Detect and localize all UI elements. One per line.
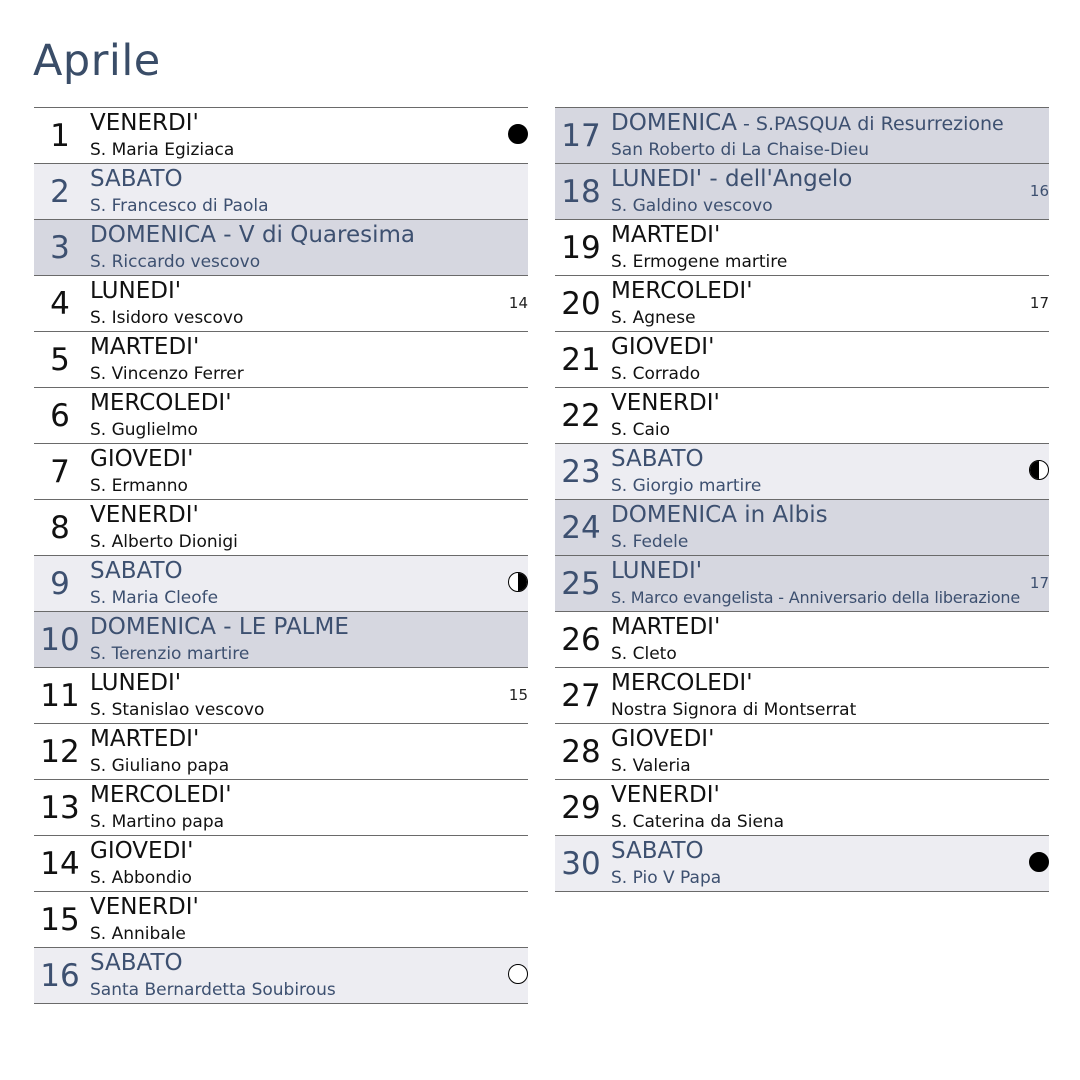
saint-name: S. Abbondio <box>90 868 192 888</box>
day-name <box>90 781 232 809</box>
full-moon-icon <box>1029 852 1049 872</box>
day-name <box>611 501 828 529</box>
day-row <box>34 500 528 556</box>
day-name-text: SABATO <box>90 558 183 584</box>
day-row <box>555 164 1049 220</box>
day-row <box>34 780 528 836</box>
day-number: 4 <box>50 286 70 322</box>
day-row <box>34 388 528 444</box>
day-name-text: SABATO <box>90 950 183 976</box>
day-name-text: LUNEDI' <box>90 670 182 696</box>
day-number: 10 <box>40 622 80 658</box>
saint-name: S. Maria Egiziaca <box>90 140 235 160</box>
day-number: 28 <box>561 734 601 770</box>
day-name-text: LUNEDI' <box>90 278 182 304</box>
week-number: 15 <box>508 686 528 704</box>
day-number: 19 <box>561 230 601 266</box>
saint-name: S. Terenzio martire <box>90 644 250 664</box>
day-name-text: MARTEDI' <box>611 222 721 248</box>
day-name <box>90 837 193 865</box>
day-name <box>90 165 183 193</box>
saint-name: S. Maria Cleofe <box>90 588 219 608</box>
day-number: 5 <box>50 342 70 378</box>
day-name <box>90 669 181 697</box>
day-name <box>90 949 183 977</box>
full-moon-icon <box>508 124 528 144</box>
day-number: 3 <box>50 230 70 266</box>
day-name-text: MERCOLEDI' <box>90 782 232 808</box>
day-number: 30 <box>561 846 601 882</box>
last-moon-icon <box>1029 460 1049 480</box>
saint-name: Santa Bernardetta Soubirous <box>90 980 336 1000</box>
day-row <box>34 332 528 388</box>
day-name <box>90 333 199 361</box>
saint-name: S. Agnese <box>611 308 696 328</box>
day-row <box>555 444 1049 500</box>
day-name <box>90 109 199 137</box>
day-name <box>611 333 714 361</box>
day-number: 27 <box>561 678 601 714</box>
day-number: 16 <box>40 958 80 994</box>
day-number: 20 <box>561 286 601 322</box>
day-number: 22 <box>561 398 601 434</box>
saint-name: S. Stanislao vescovo <box>90 700 265 720</box>
day-number: 6 <box>50 398 70 434</box>
saint-name: S. Caterina da Siena <box>611 812 785 832</box>
day-number: 26 <box>561 622 601 658</box>
day-number: 1 <box>50 118 70 154</box>
day-row <box>555 836 1049 892</box>
day-name <box>611 781 720 809</box>
saint-name: S. Isidoro vescovo <box>90 308 244 328</box>
day-row <box>555 500 1049 556</box>
day-name-text: DOMENICA - V di Quaresima <box>90 222 415 248</box>
week-number: 17 <box>1029 294 1049 312</box>
new-moon-icon <box>508 964 528 984</box>
day-name-text: VENERDI' <box>90 502 199 528</box>
saint-name: S. Ermanno <box>90 476 188 496</box>
day-name-text: GIOVEDI' <box>90 446 194 472</box>
day-number: 12 <box>40 734 80 770</box>
saint-name: S. Fedele <box>611 532 689 552</box>
saint-name: S. Annibale <box>90 924 186 944</box>
day-name-text: MARTEDI' <box>90 334 200 360</box>
day-name <box>611 613 720 641</box>
day-name <box>90 445 193 473</box>
saint-name: S. Caio <box>611 420 671 440</box>
first-moon-icon <box>508 572 528 592</box>
day-name-text: VENERDI' <box>90 110 199 136</box>
day-name <box>611 725 714 753</box>
day-row <box>555 780 1049 836</box>
day-number: 15 <box>40 902 80 938</box>
saint-name: S. Guglielmo <box>90 420 198 440</box>
saint-name: S. Corrado <box>611 364 701 384</box>
day-name-text: LUNEDI' - dell'Angelo <box>611 166 853 192</box>
day-name-suffix: - S.PASQUA di Resurrezione <box>736 113 1004 135</box>
day-name-text: DOMENICA - LE PALME <box>90 614 349 640</box>
day-row <box>555 332 1049 388</box>
day-row <box>555 220 1049 276</box>
day-row <box>555 668 1049 724</box>
day-name-text: VENERDI' <box>611 390 720 416</box>
week-number: 16 <box>1029 182 1049 200</box>
day-row <box>34 724 528 780</box>
day-name-text: DOMENICA in Albis <box>611 502 828 528</box>
day-number: 7 <box>50 454 70 490</box>
day-name-text: MARTEDI' <box>611 614 721 640</box>
day-number: 14 <box>40 846 80 882</box>
day-row <box>555 388 1049 444</box>
saint-name: San Roberto di La Chaise-Dieu <box>611 140 870 160</box>
day-name-text: SABATO <box>611 446 704 472</box>
saint-name: S. Cleto <box>611 644 677 664</box>
month-title: Aprile <box>33 36 161 86</box>
moon-shadow <box>518 573 527 591</box>
day-number: 13 <box>40 790 80 826</box>
day-number: 17 <box>561 118 601 154</box>
saint-name: Nostra Signora di Montserrat <box>611 700 857 720</box>
saint-name: S. Ermogene martire <box>611 252 788 272</box>
day-name <box>90 389 232 417</box>
day-row <box>34 276 528 332</box>
saint-name: S. Giuliano papa <box>90 756 230 776</box>
day-number: 18 <box>561 174 601 210</box>
saint-name: S. Pio V Papa <box>611 868 722 888</box>
day-row <box>34 108 528 164</box>
day-number: 24 <box>561 510 601 546</box>
day-name-text: SABATO <box>611 838 704 864</box>
saint-name: S. Giorgio martire <box>611 476 762 496</box>
moon-shadow <box>1030 461 1039 479</box>
day-number: 23 <box>561 454 601 490</box>
week-number: 14 <box>508 294 528 312</box>
day-name <box>90 725 199 753</box>
day-number: 9 <box>50 566 70 602</box>
saint-name: S. Riccardo vescovo <box>90 252 261 272</box>
day-name-text: GIOVEDI' <box>611 334 715 360</box>
day-row <box>34 892 528 948</box>
day-row <box>34 444 528 500</box>
day-name <box>611 277 753 305</box>
day-name-text: DOMENICA <box>611 110 737 136</box>
day-row <box>34 164 528 220</box>
day-name <box>90 221 415 249</box>
day-row <box>34 836 528 892</box>
calendar-column-left <box>34 107 528 1004</box>
day-name <box>90 557 183 585</box>
day-name <box>611 669 753 697</box>
day-name-text: MERCOLEDI' <box>611 278 753 304</box>
day-number: 11 <box>40 678 80 714</box>
day-row <box>34 556 528 612</box>
day-name-text: LUNEDI' <box>611 558 703 584</box>
saint-name: S. Marco evangelista - Anniversario della liberazione <box>611 588 1021 607</box>
saint-name: S. Vincenzo Ferrer <box>90 364 244 384</box>
day-row <box>34 220 528 276</box>
day-name <box>611 837 704 865</box>
day-name <box>611 445 704 473</box>
day-row <box>34 612 528 668</box>
day-row <box>555 612 1049 668</box>
saint-name: S. Francesco di Paola <box>90 196 269 216</box>
day-name-text: VENERDI' <box>90 894 199 920</box>
day-name-text: GIOVEDI' <box>611 726 715 752</box>
day-number: 21 <box>561 342 601 378</box>
day-name-text: VENERDI' <box>611 782 720 808</box>
day-row <box>555 724 1049 780</box>
saint-name: S. Galdino vescovo <box>611 196 773 216</box>
day-name <box>90 893 199 921</box>
saint-name: S. Alberto Dionigi <box>90 532 238 552</box>
day-name <box>611 221 720 249</box>
day-name <box>90 501 199 529</box>
day-name-text: GIOVEDI' <box>90 838 194 864</box>
day-number: 8 <box>50 510 70 546</box>
day-name-text: SABATO <box>90 166 183 192</box>
day-number: 2 <box>50 174 70 210</box>
day-name-text: MARTEDI' <box>90 726 200 752</box>
week-number: 17 <box>1029 574 1049 592</box>
day-row <box>34 668 528 724</box>
day-number: 25 <box>561 566 601 602</box>
day-name <box>611 165 852 193</box>
day-name <box>611 557 702 585</box>
day-name <box>90 277 181 305</box>
day-row <box>555 108 1049 164</box>
saint-name: S. Valeria <box>611 756 691 776</box>
calendar-column-right <box>555 107 1049 892</box>
day-name <box>611 109 1004 138</box>
day-name <box>90 613 349 641</box>
day-row <box>555 556 1049 612</box>
day-name <box>611 389 720 417</box>
day-number: 29 <box>561 790 601 826</box>
day-row <box>555 276 1049 332</box>
day-name-text: MERCOLEDI' <box>611 670 753 696</box>
saint-name: S. Martino papa <box>90 812 225 832</box>
day-name-text: MERCOLEDI' <box>90 390 232 416</box>
day-row <box>34 948 528 1004</box>
